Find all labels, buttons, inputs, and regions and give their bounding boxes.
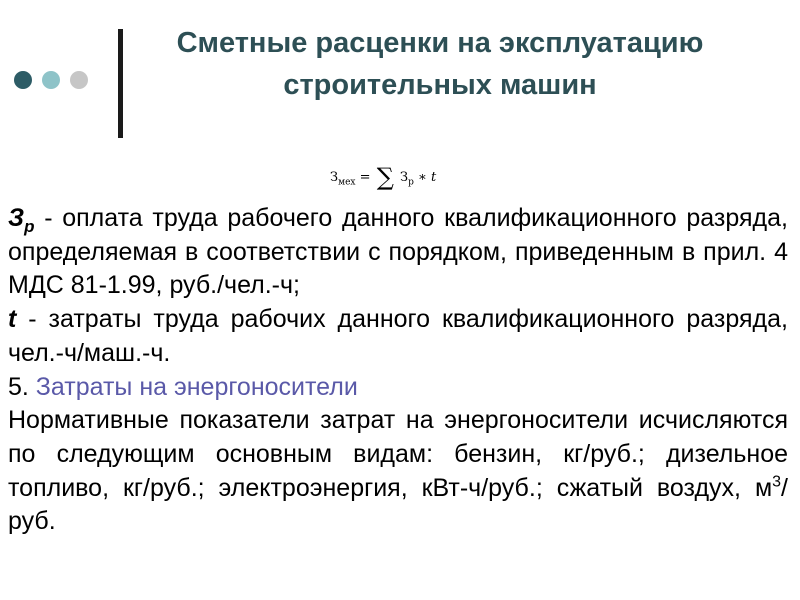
energy-paragraph-text: Нормативные показатели затрат на энергоносители исчисляются по следующим основным видам: бензин, кг/руб.; дизельное топливо, кг/руб.; электроэнергия, кВт-ч/руб.; сжатый воздух, м xyxy=(8,406,788,502)
definition-text-zp: - оплата труда рабочего данного квалификационного разряда, определяемая в соответствии с порядком, приведенным в прил. 4 МДС 81-1.99, руб./чел.-ч; xyxy=(8,204,788,300)
slide-title: Сметные расценки на эксплуатацию строительных машин xyxy=(176,27,704,101)
dot-dark xyxy=(14,71,32,89)
section-heading-text: Затраты на энергоносители xyxy=(35,372,358,401)
formula-factor: t xyxy=(430,170,437,185)
bullet-dots-decoration xyxy=(14,71,88,89)
definition-symbol-t: t xyxy=(8,305,17,334)
energy-paragraph-superscript: 3 xyxy=(772,473,782,491)
section-heading xyxy=(8,371,788,405)
formula-term-subscript: р xyxy=(408,177,414,188)
formula-equals: = xyxy=(359,170,371,185)
definition-text-t: - затраты труда рабочих данного квалификационного разряда, чел.-ч/маш.-ч. xyxy=(8,305,788,367)
energy-paragraph-tail: /руб. xyxy=(8,473,788,536)
title-divider-bar xyxy=(118,29,123,138)
dot-teal xyxy=(42,71,60,89)
slide-body xyxy=(8,202,788,539)
formula-lhs: З xyxy=(330,170,339,185)
dot-gray xyxy=(70,71,88,89)
formula xyxy=(330,163,437,194)
section-number: 5. xyxy=(8,372,36,401)
definition-zp xyxy=(8,202,788,303)
energy-paragraph xyxy=(8,404,788,539)
definition-t xyxy=(8,303,788,370)
definition-symbol-zp: $З_р$ xyxy=(8,204,35,236)
formula-term: З xyxy=(399,170,409,185)
formula-sum-sign: ∑ xyxy=(376,163,394,191)
formula-lhs-subscript: мех xyxy=(338,177,356,188)
formula-operator: ∗ xyxy=(418,170,427,185)
